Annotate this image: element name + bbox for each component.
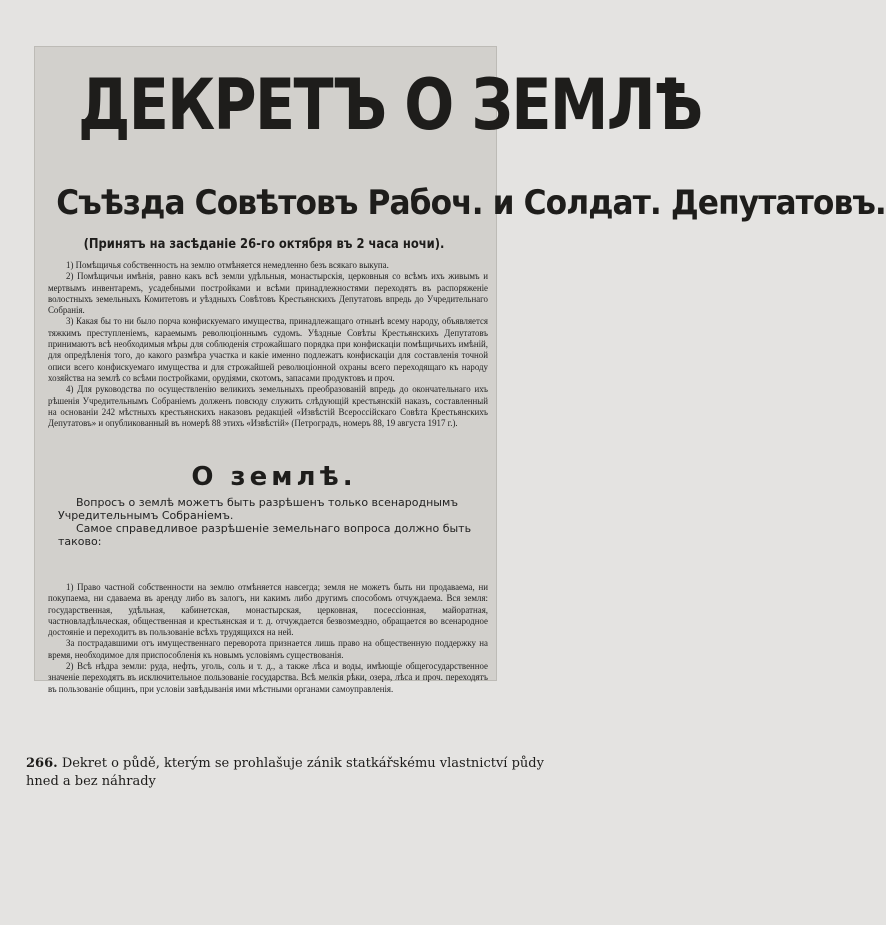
decree-paragraph: 3) Какая бы то ни было порча конфискуемаго имущества, принадлежащаго отнынѣ всему народу, объявляется тяжкимъ преступленіемъ, караемымъ революціоннымъ судомъ. Уѣздные Совѣты Крестьянскихъ Депутатовъ принимаютъ всѣ необходимыя мѣры для соблюденія строжайшаго порядка при конфискаціи помѣщичьихъ имѣній, для опредѣленія того, до какого размѣра участка и какіе именно подлежатъ конфискаціи для составленія точной описи всего конфискуемаго имущества и для строжайшей революціонной охраны всего переходящаго къ народу хозяйства на землѣ со всѣми постройками, орудіями, скотомъ, запасами продуктовъ и проч.: [48, 316, 488, 383]
caption-number: 266.: [26, 756, 58, 771]
decree-poster: [34, 46, 886, 694]
poster-subtitle: Съѣзда Совѣтовъ Рабоч. и Солдат. Депутатовъ.: [56, 183, 886, 223]
section-heading: О землѣ.: [191, 462, 357, 492]
land-paragraphs: [48, 582, 488, 695]
script-paragraph: Вопросъ о землѣ можетъ быть разрѣшенъ только всенароднымъ Учредительнымъ Собраніемъ.: [58, 496, 459, 522]
land-paragraph: 1) Право частной собственности на землю отмѣняется навсегда; земля не можетъ быть ни продаваема, ни покупаема, ни сдаваема въ аренду либо въ залогъ, ни какимъ либо другимъ способомъ отчуждаема. Вся земля: государственная, удѣльная, кабинетская, монастырская, церковная, посессіонная, майоратная, частновладѣльческая, общественная и крестьянская и т. д. отчуждается безвозмездно, обращается во всенародное достояніе и переходитъ въ пользованіе всѣхъ трудящихся на ней.: [48, 582, 488, 638]
script-paragraphs: [58, 496, 488, 548]
caption-text: Dekret o půdě, kterým se prohlašuje zánik statkářskému vlastnictví půdy hned a bez náhrady: [26, 756, 544, 789]
poster-note: (Принятъ на засѣданіе 26-го октября въ 2 часа ночи).: [83, 236, 445, 252]
decree-paragraph: 2) Помѣщичьи имѣнія, равно какъ всѣ земли удѣльныя, монастырскія, церковныя со всѣмъ ихъ живымъ и мертвымъ инвентаремъ, усадебными постройками и всѣми принадлежностями переходятъ въ распоряженіе волостныхъ земельныхъ Комитетовъ и уѣздныхъ Совѣтовъ Крестьянскихъ Депутатовъ впредь до Учредительнаго Собранія.: [48, 271, 488, 316]
script-paragraph: Самое справедливое разрѣшеніе земельнаго вопроса должно быть таково:: [58, 522, 472, 548]
decree-paragraph: 4) Для руководства по осуществленію великихъ земельныхъ преобразованій впредь до окончательнаго ихъ рѣшенія Учредительнымъ Собраніемъ долженъ повсюду служить слѣдующій крестьянскій наказъ, составленный на основаніи 242 мѣстныхъ крестьянскихъ наказовъ редакціей «Извѣстій Всероссійскаго Совѣта Крестьянскихъ Депутатовъ» и опубликованный въ номерѣ 88 этихъ «Извѣстій» (Петроградъ, номеръ 88, 19 августа 1917 г.).: [48, 384, 488, 429]
poster-title: ДЕКРЕТЪ О ЗЕМЛѢ: [78, 64, 702, 146]
decree-paragraphs: [48, 260, 488, 429]
land-paragraph: 2) Всѣ нѣдра земли: руда, нефть, уголь, соль и т. д., а также лѣса и воды, имѣющіе общегосударственное значеніе переходятъ въ исключительное пользованіе государства. Всѣ мелкія рѣки, озера, лѣса и проч. переходятъ въ пользованіе общинъ, при условіи завѣдыванія ими мѣстными органами самоуправленія.: [48, 661, 488, 694]
land-paragraph: За пострадавшими отъ имущественнаго переворота признается лишь право на общественную поддержку на время, необходимое для приспособленія къ новымъ условіямъ существованія.: [48, 638, 488, 660]
figure-caption: [26, 755, 546, 791]
decree-paragraph: 1) Помѣщичья собственность на землю отмѣняется немедленно безъ всякаго выкупа.: [66, 260, 389, 270]
